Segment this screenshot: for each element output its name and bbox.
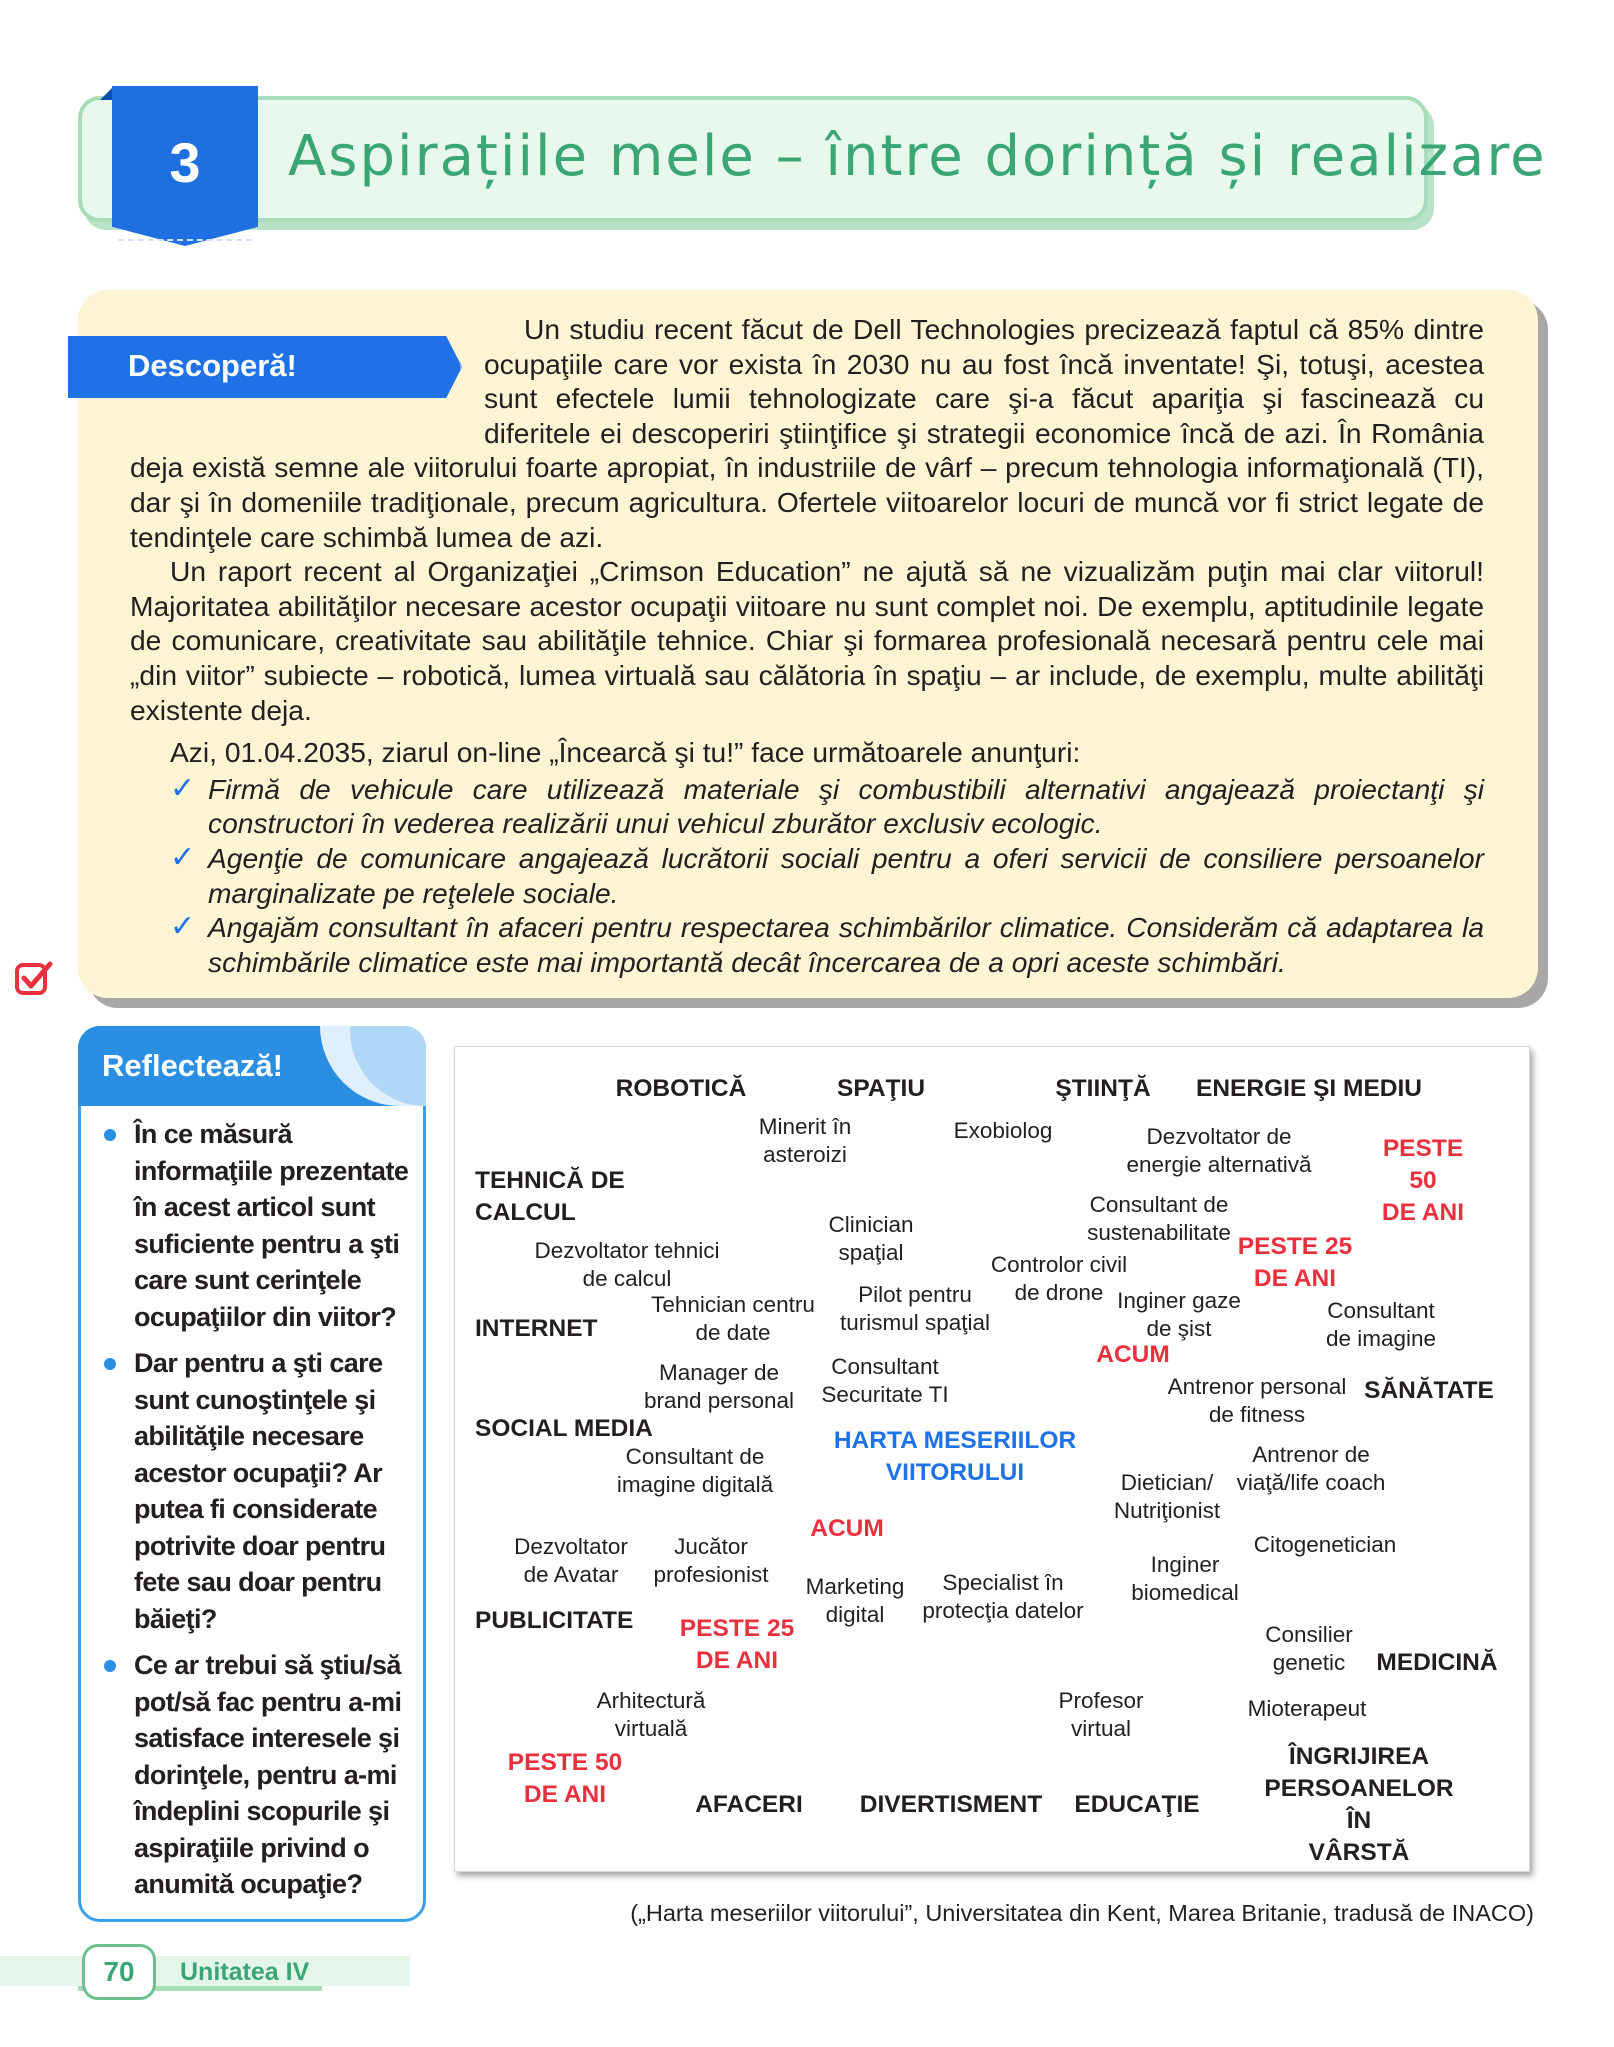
job-label: Consultant Securitate TI	[821, 1354, 949, 1407]
job-label: Specialist în protecţia datelor	[922, 1570, 1084, 1623]
job-label: Manager de brand personal	[643, 1360, 795, 1413]
time-label-peste-50: PESTE 50 DE ANI	[507, 1749, 623, 1808]
category-afaceri: AFACERI	[695, 1791, 803, 1818]
job-label: Consultant de imagine digitală	[616, 1444, 774, 1497]
time-label-acum: ACUM	[1096, 1341, 1170, 1368]
job-label: Exobiolog	[953, 1118, 1053, 1143]
discover-paragraph-2: Un raport recent al Organizaţiei „Crimson Education” ne ajută să ne vizualizăm puţin mai clar viitorul! Majoritatea abilităţilor necesare acestor ocupaţii viitoare nu sunt complet noi. De exemplu, aptitudinile legate de comunicare, creativitate sau abilităţile tehnice. Chiar şi formarea profesională necesară pentru cele mai „din viitor” subiecte – robotică, lumea virtuală sau călătoria în spaţiu – ar include, de exemplu, multe abilităţi existente deja.	[130, 555, 1484, 726]
ads-list	[130, 772, 1484, 980]
job-label: Consilier genetic	[1265, 1622, 1353, 1675]
category-energie: ENERGIE ŞI MEDIU	[1196, 1075, 1422, 1102]
checkmark-icon: ✓	[170, 910, 196, 944]
discover-paragraph-1: Un studiu recent făcut de Dell Technologies precizează faptul că 85% dintre ocupaţiile care vor exista în 2030 nu au fost încă inventate! Şi, totuşi, acestea sunt efectele lumii tehnologizate care şi-a făcut apariţia şi fascinează cu diferitele ei descoperiri ştiinţifice şi strategii economice încă de azi. În România deja există semne ale viitorului foarte apropiat, în industriile de vârf – precum tehnologia informaţională (TI), dar şi în domeniile tradiţionale, precum agricultura. Ofertele viitoarelor locuri de muncă vor fi strict legate de tendinţele care schimbă lumea de azi.	[130, 313, 1484, 553]
time-label-peste-50: PESTE 50 DE ANI	[1381, 1135, 1465, 1226]
job-label: Consultant de sustenabilitate	[1087, 1192, 1231, 1245]
job-label: Marketing digital	[805, 1574, 905, 1627]
category-internet: INTERNET	[475, 1315, 598, 1342]
job-label: Consultant de imagine	[1325, 1298, 1437, 1351]
job-label: Antrenor de viaţă/life coach	[1236, 1442, 1386, 1495]
reflect-questions	[96, 1116, 414, 1913]
job-label: Profesor virtual	[1058, 1688, 1144, 1741]
job-label: Dezvoltator de energie alternativă	[1126, 1124, 1312, 1177]
job-label: Dietician/ Nutriţionist	[1113, 1470, 1221, 1523]
job-label: Arhitectură virtuală	[596, 1688, 706, 1741]
category-educatie: EDUCAŢIE	[1074, 1791, 1200, 1818]
category-robotica: ROBOTICĂ	[615, 1075, 747, 1102]
category-sanatate: SĂNĂTATE	[1364, 1377, 1494, 1404]
time-label-acum: ACUM	[810, 1515, 884, 1542]
category-divertisment: DIVERTISMENT	[859, 1791, 1043, 1818]
job-label: Dezvoltator de Avatar	[514, 1534, 628, 1587]
category-stiinta: ŞTIINŢĂ	[1055, 1075, 1151, 1102]
lesson-tab-stitch	[118, 239, 252, 241]
reflect-question: În ce măsură informaţiile prezentate în acest articol sunt suficiente pentru a şti care sunt cerinţele ocupaţiilor din viitor?	[96, 1116, 414, 1335]
time-label-peste-25: PESTE 25 DE ANI	[1237, 1233, 1353, 1292]
job-label: Inginer biomedical	[1131, 1552, 1239, 1605]
category-publicitate: PUBLICITATE	[475, 1607, 634, 1634]
job-label: Citogenetician	[1253, 1532, 1397, 1557]
page-number: 70	[103, 1956, 135, 1987]
job-label: Clinician spaţial	[828, 1212, 914, 1265]
checkmark-icon: ✓	[170, 771, 196, 805]
job-label: Minerit în asteroizi	[758, 1114, 852, 1167]
discover-label: Descoperă!	[128, 348, 297, 383]
category-ingrijire: ÎNGRIJIREA PERSOANELOR ÎN VÂRSTĂ	[1264, 1743, 1454, 1866]
ads-intro: Azi, 01.04.2035, ziarul on-line „Încearcă şi tu!” face următoarele anunţuri:	[170, 736, 1081, 769]
job-label: Inginer gaze de şist	[1117, 1288, 1241, 1341]
category-spatiu: SPAŢIU	[836, 1075, 926, 1102]
ad-item: ✓ Agenţie de comunicare angajează lucrătorii sociali pentru a oferi servicii de consiliere persoanelor marginalizate pe reţelele sociale.	[170, 840, 1484, 909]
lesson-title: Aspirațiile mele – între dorință și realizare	[288, 124, 1547, 189]
ad-item: ✓ Firmă de vehicule care utilizează materiale şi combustibili alternativi angajează proiectanţi şi constructori în vederea realizării unui vehicul zburător exclusiv ecologic.	[170, 771, 1484, 840]
reflect-question: Ce ar trebui să ştiu/să pot/să fac pentru a-mi satisface interesele şi dorinţele, pentru a-mi îndeplini scopurile şi aspiraţiile privind o anumită ocupaţie?	[96, 1647, 414, 1903]
category-social: SOCIAL MEDIA	[475, 1415, 653, 1442]
future-jobs-map	[454, 1046, 1530, 1872]
ad-item: ✓ Angajăm consultant în afaceri pentru respectarea schimbărilor climatice. Considerăm că adaptarea la schimbările climatice este mai importantă decât încercarea de a opri aceste schimbări.	[170, 910, 1484, 978]
job-label: Dezvoltator tehnici de calcul	[534, 1238, 720, 1291]
job-label: Pilot pentru turismul spaţial	[839, 1282, 991, 1335]
job-label: Mioterapeut	[1247, 1696, 1367, 1721]
checkmark-icon: ✓	[170, 840, 196, 874]
job-label: Antrenor personal de fitness	[1167, 1374, 1347, 1427]
reflect-question: Dar pentru a şti care sunt cunoştinţele şi abilităţile necesare acestor ocupaţii? Ar putea fi considerate potrivite doar pentru fete sau doar pentru băieţi?	[96, 1345, 414, 1637]
job-label: Jucător profesionist	[653, 1534, 769, 1587]
job-label: Controlor civil de drone	[990, 1252, 1128, 1305]
category-medicina: MEDICINĂ	[1376, 1649, 1498, 1676]
unit-label: Unitatea IV	[180, 1958, 310, 1986]
job-label: Tehnician centru de date	[651, 1292, 815, 1345]
lesson-tab-fold	[100, 86, 114, 100]
map-title: HARTA MESERIILOR VIITORULUI	[833, 1427, 1077, 1486]
checkbox-checked-icon	[14, 958, 54, 998]
reflect-label: Reflectează!	[102, 1048, 283, 1083]
discover-text	[130, 312, 1484, 979]
map-source: („Harta meseriilor viitorului”, Universitatea din Kent, Marea Britanie, tradusă de INACO)	[630, 1900, 1534, 1926]
time-label-peste-25: PESTE 25 DE ANI	[679, 1615, 795, 1674]
category-tehnica: TEHNICĂ DE CALCUL	[475, 1167, 625, 1226]
lesson-number: 3	[169, 131, 201, 194]
